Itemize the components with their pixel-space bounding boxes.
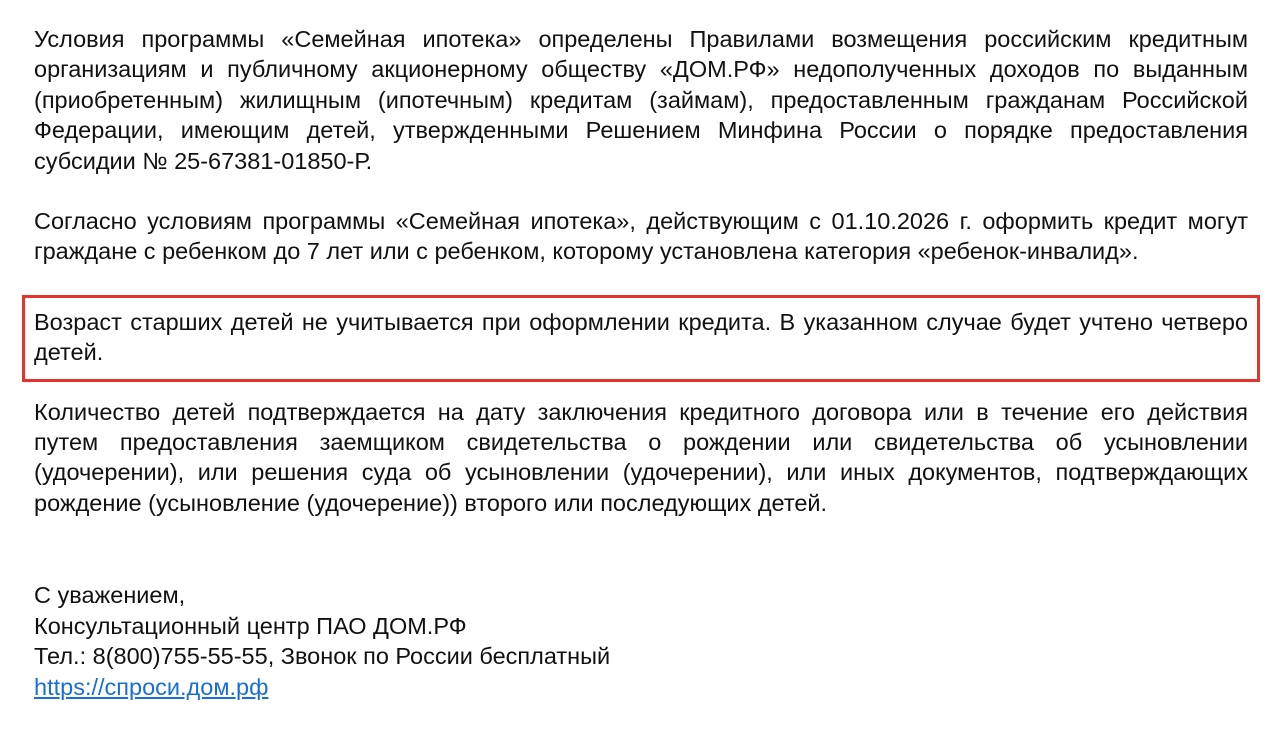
signature-phone: Тел.: 8(800)755-55-55, Звонок по России бесплатный	[34, 643, 611, 670]
highlighted-notice-box	[22, 295, 1260, 382]
signature-greeting: С уважением,	[34, 582, 186, 609]
older-children-paragraph: Возраст старших детей не учитывается при оформлении кредита. В указанном случае будет учтено четверо детей.	[34, 308, 1248, 366]
children-confirmation-paragraph: Количество детей подтверждается на дату заключения кредитного договора или в течение его действия путем предоставления заемщиком свидетельства о рождении или свидетельства об усыновлении (удочерении), или решения суда об усыновлении (удочерении), или иных документов, подтверждающих рождение (усыновление (удочерение)) второго или последующих детей.	[34, 398, 1248, 516]
letter-body	[34, 24, 1248, 702]
signature-organization: Консультационный центр ПАО ДОМ.РФ	[34, 612, 467, 639]
website-link[interactable]: https://спроси.дом.рф	[34, 673, 269, 700]
signature-block	[34, 580, 1248, 702]
eligibility-paragraph: Согласно условиям программы «Семейная ипотека», действующим с 01.10.2026 г. оформить кредит могут граждане с ребенком до 7 лет или с ребенком, которому установлена категория «ребенок-инвалид».	[34, 208, 1248, 265]
program-conditions-paragraph: Условия программы «Семейная ипотека» определены Правилами возмещения российским кредитным организациям и публичному акционерному обществу «ДОМ.РФ» недополученных доходов по выданным (приобретенным) жилищным (ипотечным) кредитам (займам), предоставленным гражданам Российской Федерации, имеющим детей, утвержденными Решением Минфина России о порядке предоставления субсидии № 25-67381-01850-Р.	[34, 26, 1248, 174]
